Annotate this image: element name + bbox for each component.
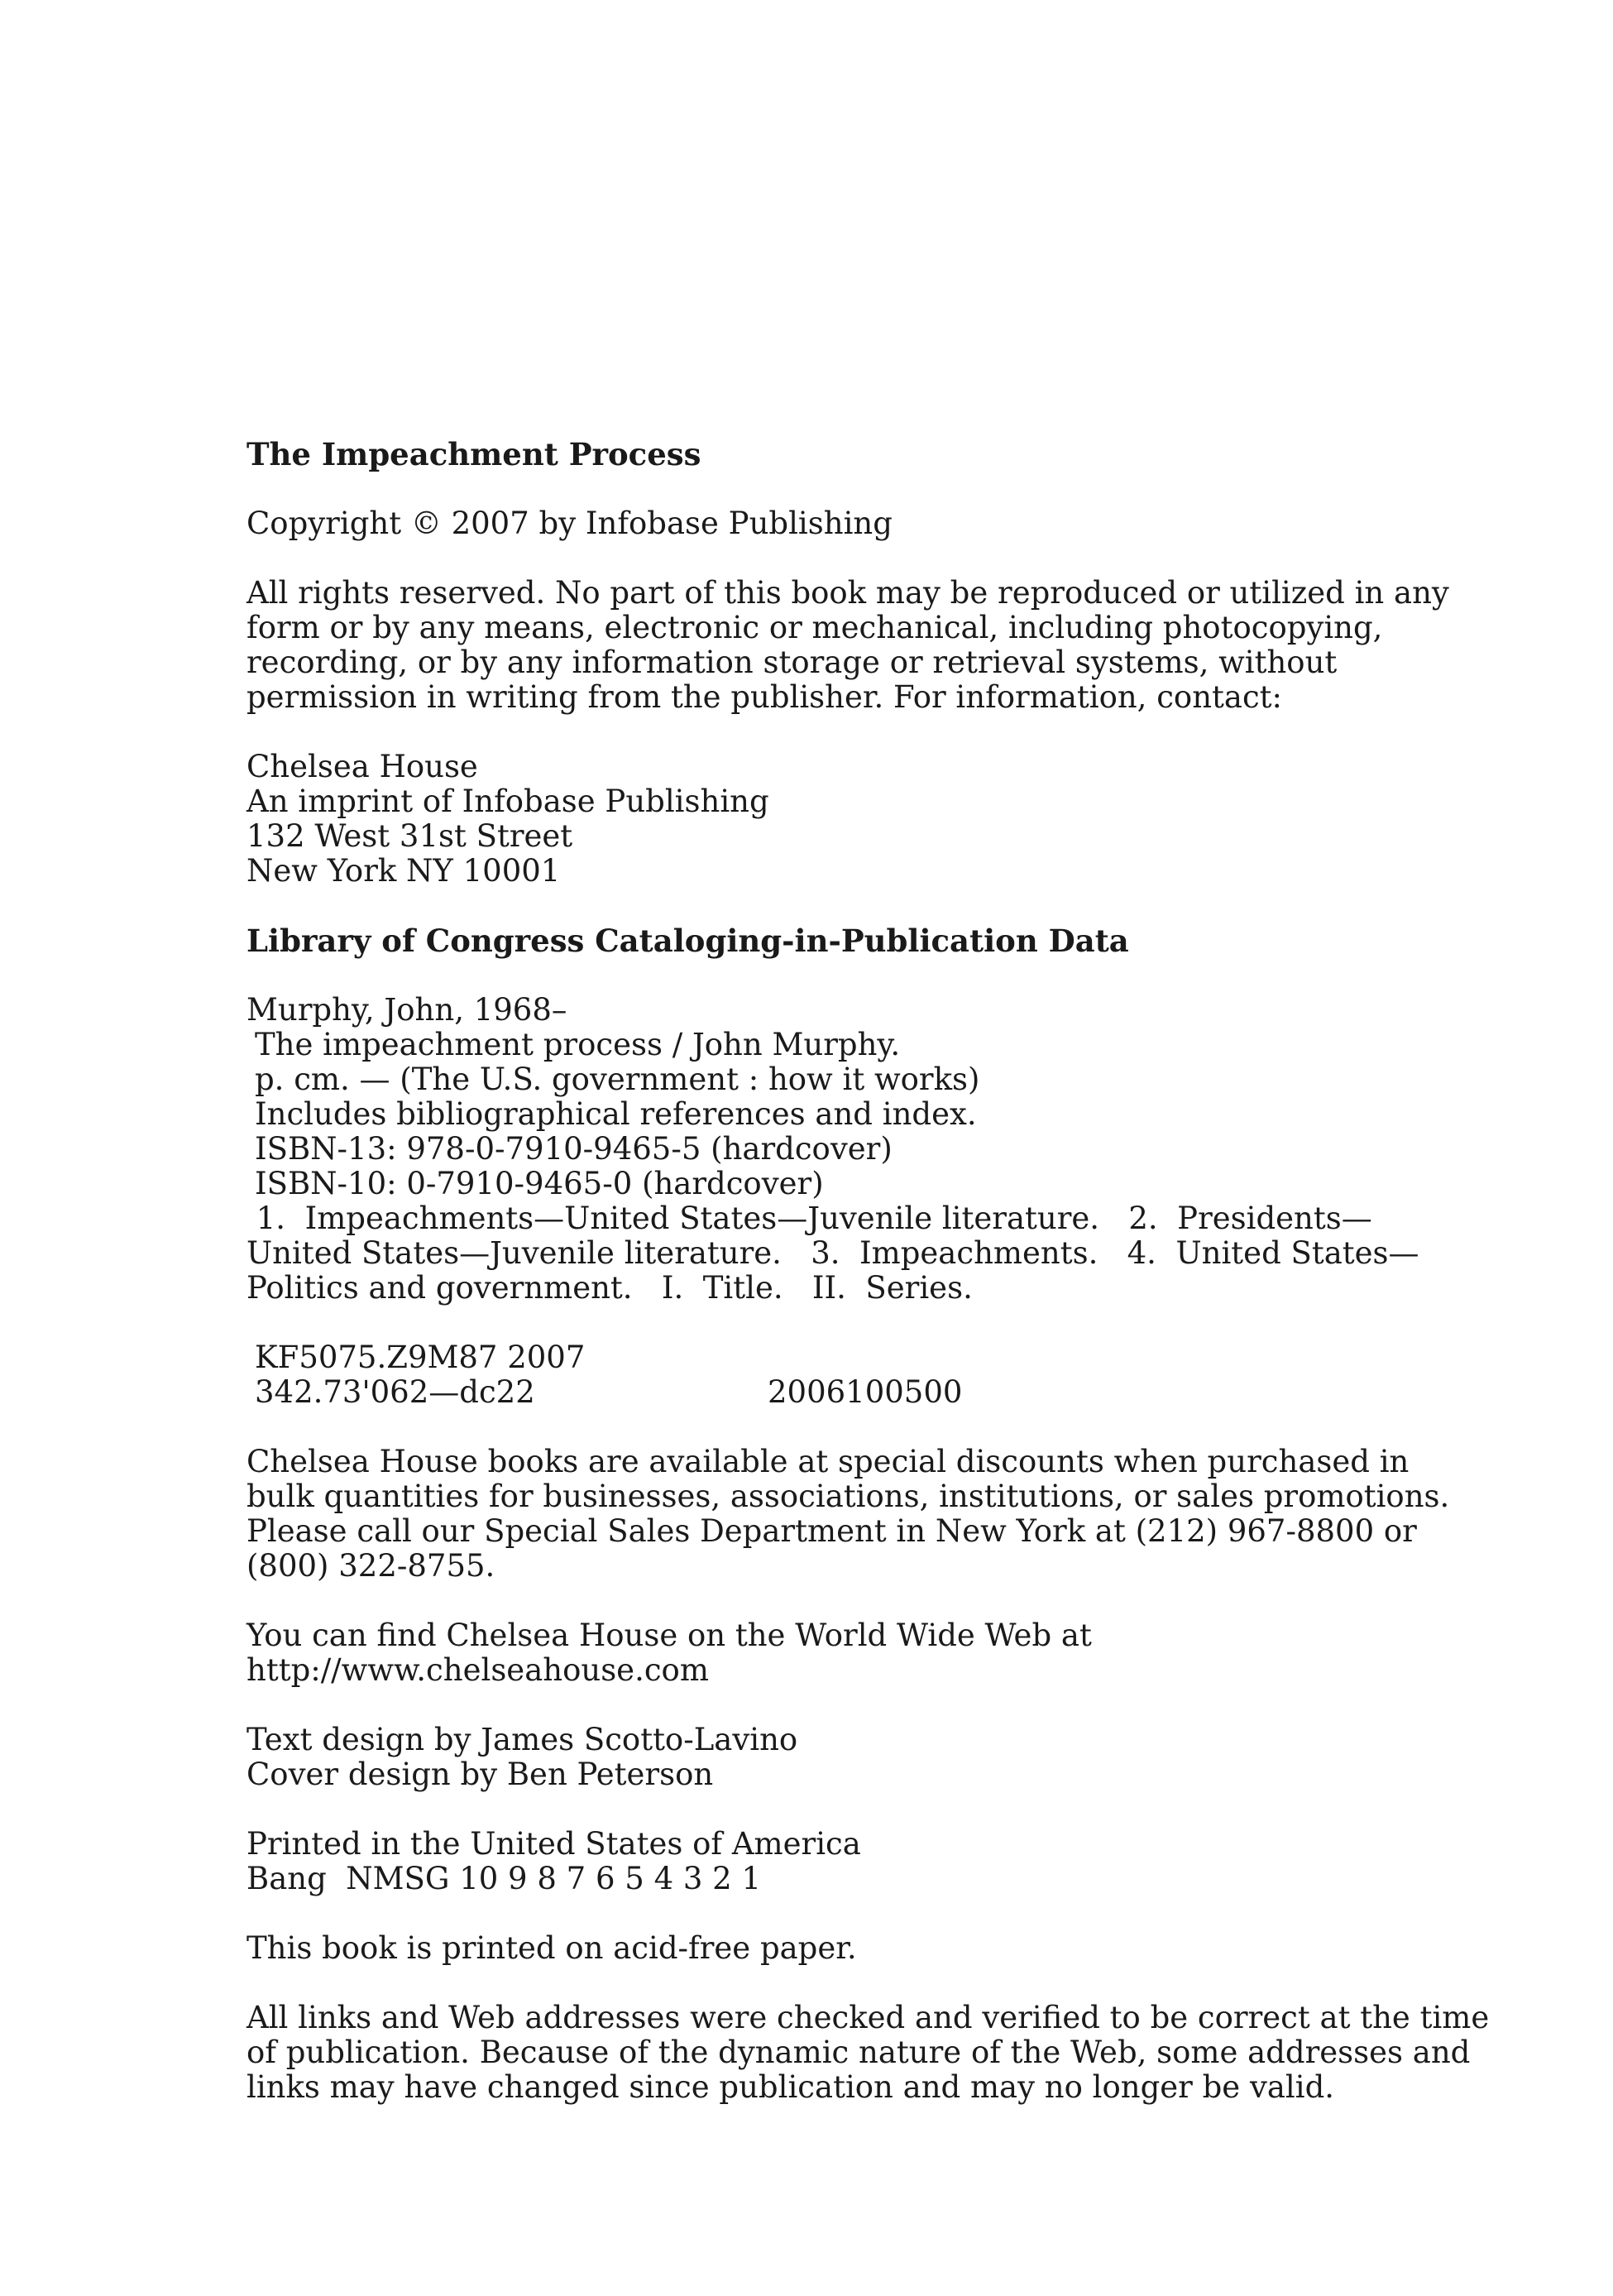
call-number: KF5075.Z9M87 2007 bbox=[255, 1340, 586, 1375]
spacer bbox=[246, 889, 1421, 923]
cip-subject-line: 1. Impeachments—United States—Juvenile literature. 2. Presidents— bbox=[246, 1201, 1372, 1236]
rights-line: form or by any means, electronic or mechanical, including photocopying, bbox=[246, 610, 1383, 645]
dewey-number: 342.73'062—dc22 bbox=[255, 1374, 535, 1410]
printing-info bbox=[246, 1827, 1421, 1896]
spacer bbox=[246, 1896, 1421, 1931]
cip-line: The impeachment process / John Murphy. bbox=[255, 1027, 901, 1062]
spacer bbox=[246, 958, 1421, 993]
web-line: You can find Chelsea House on the World Wide Web at bbox=[246, 1618, 1092, 1653]
links-line: All links and Web addresses were checked and verified to be correct at the time bbox=[246, 2000, 1490, 2035]
sales-line: Please call our Special Sales Department in New York at (212) 967-8800 or bbox=[246, 1513, 1417, 1549]
spacer bbox=[246, 472, 1421, 506]
design-credits bbox=[246, 1723, 1421, 1792]
classification-row bbox=[246, 1375, 1421, 1410]
spacer bbox=[246, 715, 1421, 750]
spacer bbox=[246, 1410, 1421, 1445]
cip-heading: Library of Congress Cataloging-in-Publication Data bbox=[246, 923, 1129, 959]
sales-line: bulk quantities for businesses, associations, institutions, or sales promotions. bbox=[246, 1479, 1450, 1514]
cip-classification bbox=[246, 1340, 1421, 1410]
rights-line: permission in writing from the publisher. For information, contact: bbox=[246, 679, 1283, 715]
rights-statement bbox=[246, 575, 1449, 715]
web-url: http://www.chelseahouse.com bbox=[246, 1652, 709, 1688]
spacer bbox=[246, 541, 1421, 576]
links-line: links may have changed since publication and may no longer be valid. bbox=[246, 2069, 1335, 2105]
spacer bbox=[246, 1584, 1421, 1618]
sales-line: Chelsea House books are available at special discounts when purchased in bbox=[246, 1444, 1410, 1479]
copyright-page bbox=[246, 436, 1490, 2105]
paper-note: This book is printed on acid-free paper. bbox=[246, 1930, 857, 1966]
sales-line: (800) 322-8755. bbox=[246, 1548, 495, 1584]
cip-subject-line: Politics and government. I. Title. II. Series. bbox=[246, 1270, 973, 1306]
book-title: The Impeachment Process bbox=[246, 436, 701, 472]
spacer bbox=[246, 1966, 1421, 2001]
printing-line: Printed in the United States of America bbox=[246, 1826, 861, 1862]
address-line: 132 West 31st Street bbox=[246, 818, 573, 854]
printing-line: Bang NMSG 10 9 8 7 6 5 4 3 2 1 bbox=[246, 1861, 762, 1896]
spacer bbox=[246, 1792, 1421, 1827]
cip-subject-line: United States—Juvenile literature. 3. Impeachments. 4. United States— bbox=[246, 1235, 1419, 1271]
publisher-address bbox=[246, 750, 1421, 889]
cip-line: ISBN-10: 0-7910-9465-0 (hardcover) bbox=[255, 1166, 824, 1201]
spacer bbox=[246, 1688, 1421, 1723]
sales-note bbox=[246, 1444, 1450, 1584]
spacer bbox=[246, 1306, 1421, 1340]
credit-line: Text design by James Scotto-Lavino bbox=[246, 1722, 798, 1757]
rights-line: recording, or by any information storage or retrieval systems, without bbox=[246, 645, 1338, 680]
address-line: New York NY 10001 bbox=[246, 853, 561, 889]
cip-author: Murphy, John, 1968– bbox=[246, 992, 567, 1028]
lccn: 2006100500 bbox=[768, 1374, 963, 1410]
cip-line: Includes bibliographical references and index. bbox=[255, 1096, 977, 1132]
links-line: of publication. Because of the dynamic nature of the Web, some addresses and bbox=[246, 2035, 1471, 2070]
web-note bbox=[246, 1618, 1421, 1688]
cip-line: p. cm. — (The U.S. government : how it works) bbox=[255, 1062, 980, 1097]
copyright-line: Copyright © 2007 by Infobase Publishing bbox=[246, 506, 893, 541]
cip-line: ISBN-13: 978-0-7910-9465-5 (hardcover) bbox=[255, 1131, 893, 1167]
address-line: Chelsea House bbox=[246, 749, 478, 784]
credit-line: Cover design by Ben Peterson bbox=[246, 1757, 714, 1792]
links-note bbox=[246, 2000, 1490, 2105]
cip-entry bbox=[246, 993, 1421, 1306]
rights-line: All rights reserved. No part of this book may be reproduced or utilized in any bbox=[246, 575, 1449, 611]
address-line: An imprint of Infobase Publishing bbox=[246, 784, 769, 819]
